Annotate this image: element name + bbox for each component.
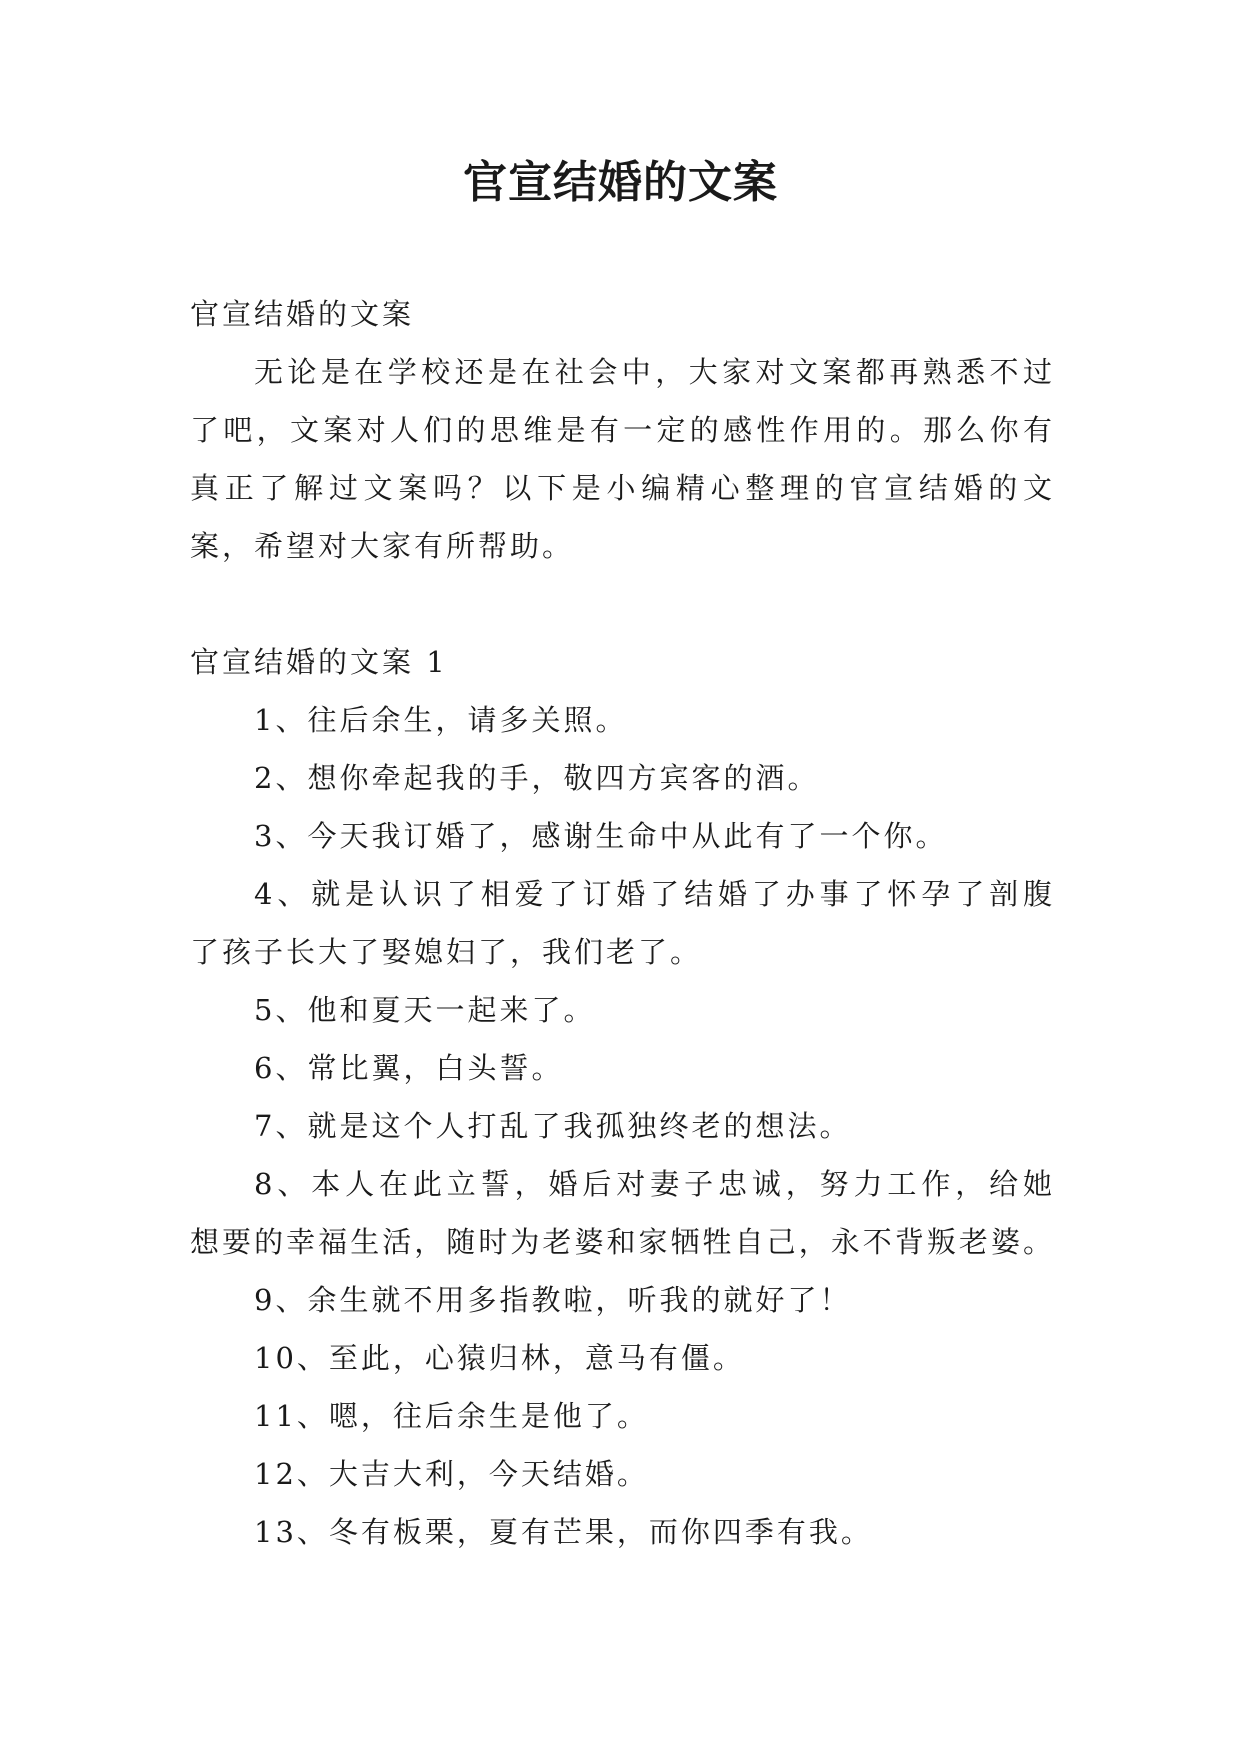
intro-line: 无论是在学校还是在社会中，大家对文案都再熟悉不过 xyxy=(254,355,1052,389)
document-body xyxy=(190,285,1052,1561)
list-item: 9、余生就不用多指教啦，听我的就好了！ xyxy=(254,1283,852,1317)
section-heading-intro: 官宣结婚的文案 xyxy=(190,297,415,331)
list-item: 2、想你牵起我的手，敬四方宾客的酒。 xyxy=(254,761,820,795)
list-item: 11、嗯，往后余生是他了。 xyxy=(254,1399,649,1433)
list-item: 7、就是这个人打乱了我孤独终老的想法。 xyxy=(254,1109,852,1143)
intro-line: 真正了解过文案吗？以下是小编精心整理的官宣结婚的文 xyxy=(190,471,1052,505)
section-heading-1: 官宣结婚的文案 1 xyxy=(190,645,448,679)
list-item: 3、今天我订婚了，感谢生命中从此有了一个你。 xyxy=(254,819,948,853)
list-item: 1、往后余生，请多关照。 xyxy=(254,703,628,737)
list-item: 5、他和夏天一起来了。 xyxy=(254,993,596,1027)
intro-line: 了吧，文案对人们的思维是有一定的感性作用的。那么你有 xyxy=(190,413,1052,447)
paragraph-gap xyxy=(190,575,1052,633)
document-title: 官宣结婚的文案 xyxy=(463,157,778,208)
list-item: 10、至此，心猿归林，意马有僵。 xyxy=(254,1341,745,1375)
list-item: 6、常比翼，白头誓。 xyxy=(254,1051,564,1085)
list-item: 13、冬有板栗，夏有芒果，而你四季有我。 xyxy=(254,1515,873,1549)
list-item: 12、大吉大利，今天结婚。 xyxy=(254,1457,649,1491)
intro-line: 案，希望对大家有所帮助。 xyxy=(190,529,575,563)
list-item-continuation: 想要的幸福生活，随时为老婆和家牺牲自己，永不背叛老婆。 xyxy=(190,1225,1052,1259)
list-item-continuation: 了孩子长大了娶媳妇了，我们老了。 xyxy=(190,935,703,969)
list-item: 4、就是认识了相爱了订婚了结婚了办事了怀孕了剖腹 xyxy=(254,877,1052,911)
list-item: 8、本人在此立誓，婚后对妻子忠诚，努力工作，给她 xyxy=(254,1167,1052,1201)
